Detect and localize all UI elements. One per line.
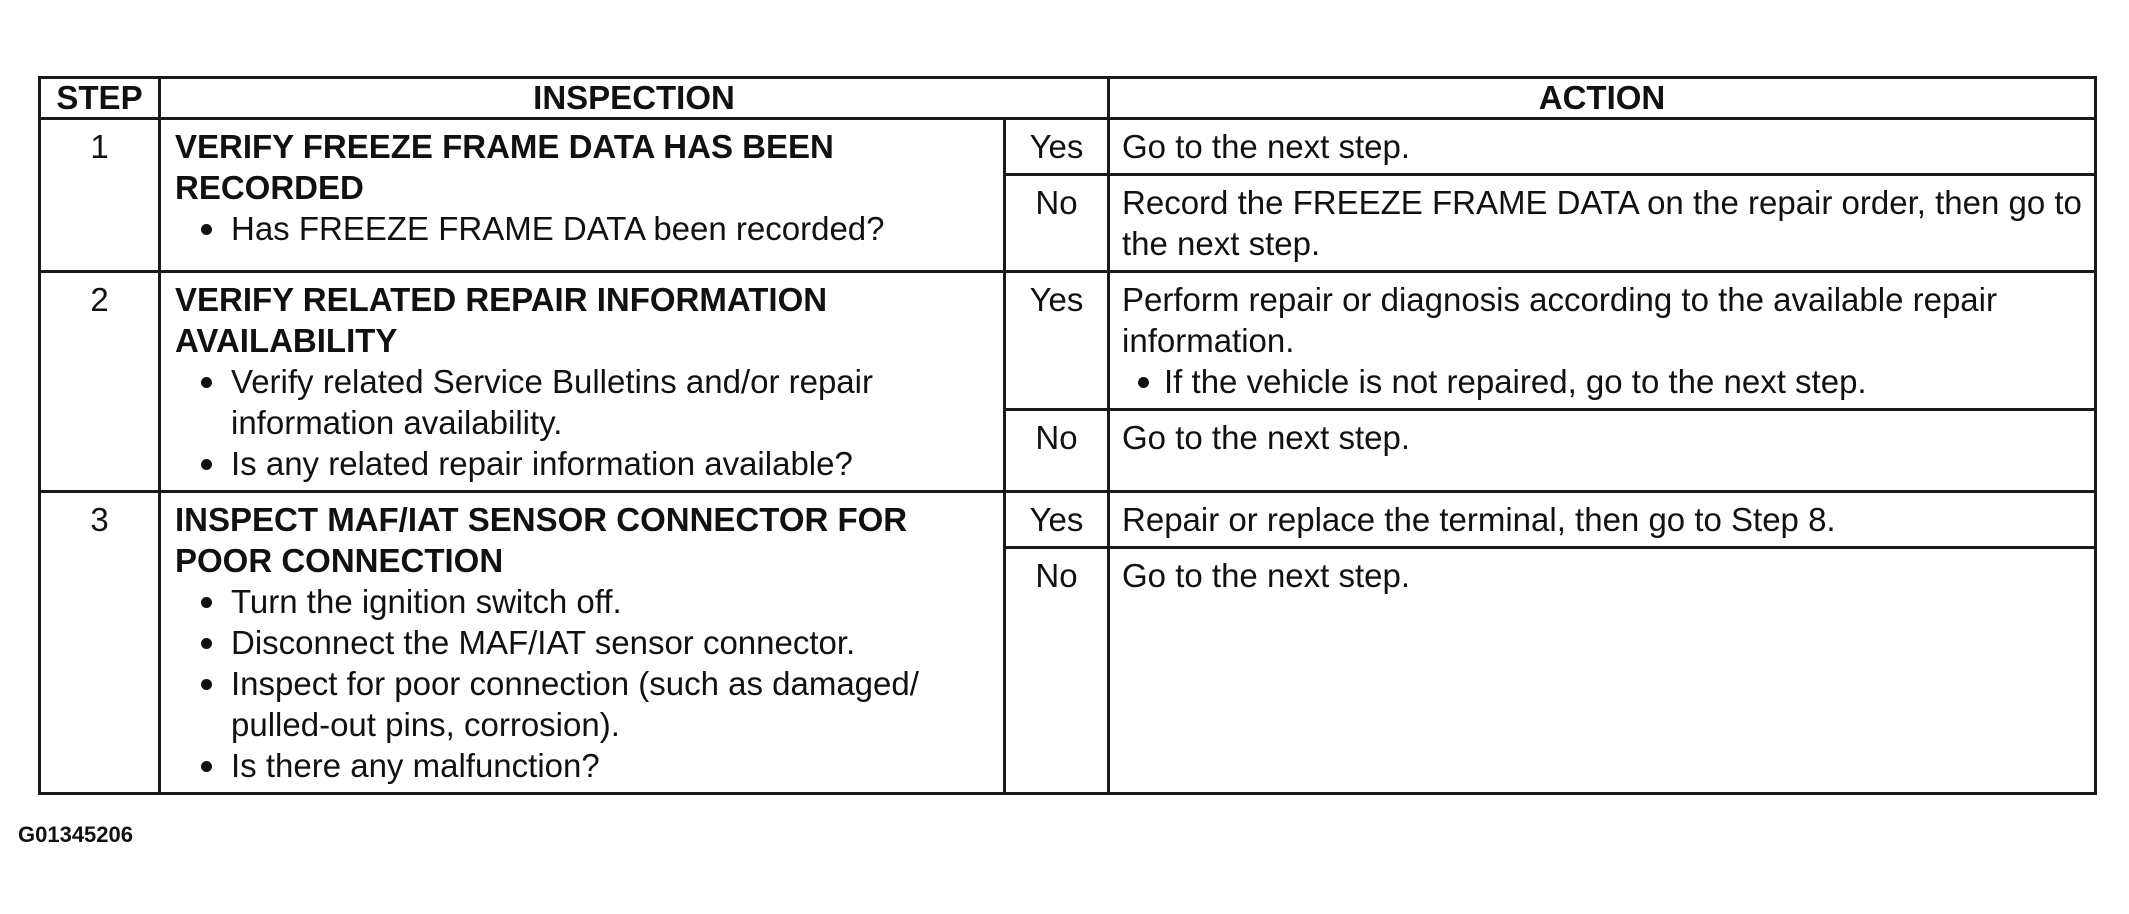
yes-action-text: Perform repair or diagnosis according to the available repair information. [1122,281,1997,359]
yes-action: Go to the next step. [1109,119,2096,175]
inspection-bullet: Has FREEZE FRAME DATA been recorded? [175,208,993,249]
step-inspection [160,272,1005,492]
action-bullet: If the vehicle is not repaired, go to the next step. [1122,361,2084,402]
inspection-title: VERIFY RELATED REPAIR INFORMATION AVAILABILITY [175,281,828,359]
step-number: 3 [40,492,160,794]
no-action: Record the FREEZE FRAME DATA on the repair order, then go to the next step. [1109,175,2096,272]
step-inspection [160,119,1005,272]
inspection-bullet: Inspect for poor connection (such as damaged/ pulled-out pins, corrosion). [175,663,993,745]
inspection-bullet: Is there any malfunction? [175,745,993,786]
step-2-yes-row [40,272,2096,410]
inspection-header: INSPECTION [160,78,1109,119]
step-number: 1 [40,119,160,272]
inspection-bullets [175,581,993,786]
action-bullets [1122,361,2084,402]
inspection-bullets [175,208,993,249]
step-inspection [160,492,1005,794]
yes-action [1109,272,2096,410]
yes-action: Repair or replace the terminal, then go to Step 8. [1109,492,2096,548]
inspection-title: INSPECT MAF/IAT SENSOR CONNECTOR FOR POOR CONNECTION [175,501,908,579]
inspection-bullet: Disconnect the MAF/IAT sensor connector. [175,622,993,663]
step-3-yes-row [40,492,2096,548]
no-label: No [1005,175,1109,272]
figure-id: G01345206 [18,822,133,847]
yes-label: Yes [1005,272,1109,410]
header-row [40,78,2096,119]
inspection-bullet: Turn the ignition switch off. [175,581,993,622]
step-number: 2 [40,272,160,492]
no-action: Go to the next step. [1109,410,2096,492]
diagnostic-table [38,76,2097,795]
no-label: No [1005,548,1109,794]
inspection-title: VERIFY FREEZE FRAME DATA HAS BEEN RECORDED [175,128,834,206]
no-action: Go to the next step. [1109,548,2096,794]
step-header: STEP [40,78,160,119]
no-label: No [1005,410,1109,492]
yes-label: Yes [1005,492,1109,548]
inspection-bullet: Verify related Service Bulletins and/or repair information availability. [175,361,993,443]
inspection-bullets [175,361,993,484]
step-1-yes-row [40,119,2096,175]
yes-label: Yes [1005,119,1109,175]
action-header: ACTION [1109,78,2096,119]
inspection-bullet: Is any related repair information available? [175,443,993,484]
